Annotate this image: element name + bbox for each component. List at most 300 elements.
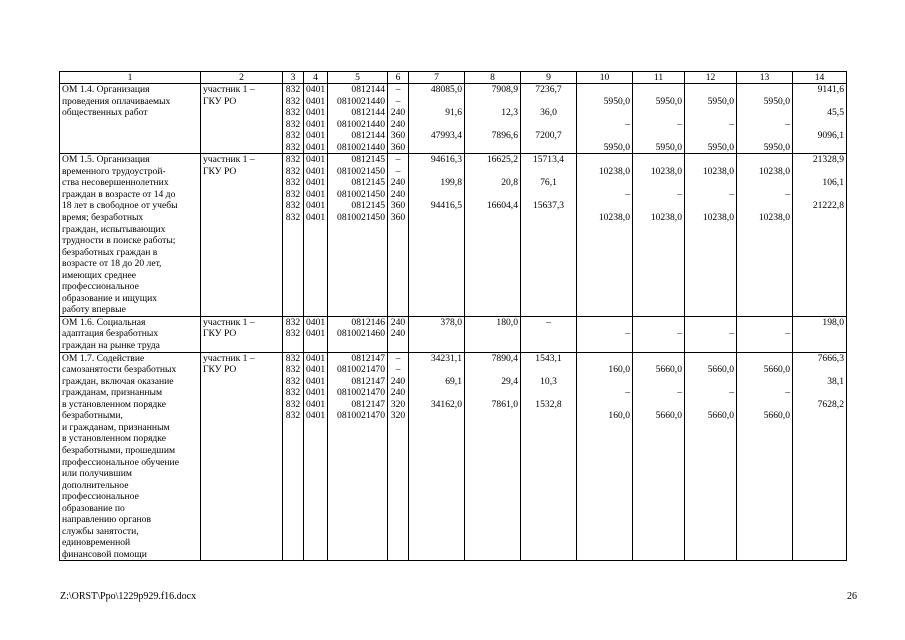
value: 832 (285, 387, 301, 399)
participant-line: участник 1 – (203, 84, 255, 95)
value: 240 (390, 188, 406, 200)
measure-name-line: ОМ 1.6. Социальная (62, 316, 146, 328)
value: – (729, 387, 734, 399)
value: 5950,0 (655, 95, 682, 107)
value: 832 (285, 375, 301, 387)
value: 832 (285, 398, 301, 410)
measure-name-line: временного трудоустрой- (62, 165, 166, 177)
value: 7236,7 (535, 84, 562, 95)
participant (201, 352, 283, 561)
value (687, 154, 734, 166)
value: 38,1 (827, 375, 844, 387)
value (795, 96, 844, 108)
value: 5950,0 (763, 95, 790, 107)
value: – (625, 118, 630, 130)
value: 0401 (306, 328, 326, 340)
value (687, 399, 734, 411)
value (635, 130, 682, 142)
measure-name-line: профессиональное (62, 281, 139, 293)
value: 0810021440 (337, 95, 385, 107)
value (411, 96, 462, 108)
value (739, 154, 790, 166)
measure-name-line: граждан, испытывающих (62, 223, 166, 235)
value (411, 410, 462, 422)
value: 240 (390, 177, 406, 189)
value: 198,0 (822, 316, 844, 328)
value (795, 328, 844, 340)
measure-name-line: самозанятости безработных (62, 364, 177, 376)
cell-c9 (521, 84, 577, 154)
value: 48085,0 (430, 84, 462, 95)
cell-c5 (328, 316, 388, 352)
value: – (625, 387, 630, 399)
value (795, 119, 844, 131)
cell-c12 (685, 352, 737, 561)
value: 21328,9 (812, 154, 844, 166)
column-number-2: 2 (201, 72, 283, 84)
value (687, 376, 734, 388)
value (467, 96, 518, 108)
value (467, 364, 518, 376)
value: 0812145 (351, 154, 385, 166)
value: 0401 (306, 107, 326, 119)
value: 0812147 (351, 375, 385, 387)
value (579, 376, 630, 388)
value (467, 142, 518, 154)
measure-name-line: и гражданам, признанным (62, 421, 170, 433)
column-number-7: 7 (409, 72, 465, 84)
column-number-3: 3 (283, 72, 304, 84)
value: 0401 (306, 387, 326, 399)
value: 0401 (306, 316, 326, 328)
cell-c6 (388, 154, 409, 317)
cell-c3 (283, 352, 304, 561)
measure-name-line: профессиональное (62, 491, 139, 503)
measure-name-line: безработными, (62, 410, 123, 422)
measure-name (60, 352, 201, 561)
cell-c4 (304, 352, 328, 561)
cell-c8 (465, 84, 521, 154)
measure-name-line: направлению органов (62, 514, 151, 526)
value: 0401 (306, 84, 326, 95)
value (687, 84, 734, 96)
value (579, 353, 630, 365)
cell-c14 (793, 84, 847, 154)
value: 160,0 (608, 410, 630, 422)
value: 0401 (306, 95, 326, 107)
cell-c11 (633, 84, 685, 154)
measure-name-line: 18 лет в свободное от учебы (62, 200, 178, 212)
cell-c4 (304, 316, 328, 352)
measure-name (60, 84, 201, 154)
value (795, 166, 844, 178)
cell-c5 (328, 154, 388, 317)
cell-c11 (633, 352, 685, 561)
measure-name-line: безработных граждан в (62, 246, 158, 258)
value: 10238,0 (702, 165, 734, 177)
value: 0812147 (351, 398, 385, 410)
cell-c3 (283, 316, 304, 352)
value (635, 317, 682, 329)
value: 0401 (306, 212, 326, 224)
value: 10238,0 (702, 212, 734, 224)
measure-name-line: трудности в поиске работы; (62, 235, 176, 247)
value (411, 166, 462, 178)
cell-c9 (521, 316, 577, 352)
cell-c7 (409, 154, 465, 317)
value: 7200,7 (535, 130, 562, 142)
measure-name-line: ОМ 1.7. Содействие (62, 352, 145, 364)
value: 378,0 (440, 316, 462, 328)
value: 832 (285, 84, 301, 95)
measure-name-line: дополнительное (62, 479, 129, 491)
value: 0401 (306, 188, 326, 200)
value (467, 212, 518, 224)
value: 0401 (306, 130, 326, 142)
value (467, 166, 518, 178)
value: 240 (390, 387, 406, 399)
table-row (60, 84, 847, 154)
measure-name-line: ОМ 1.5. Организация (62, 154, 150, 166)
value: 5950,0 (603, 141, 630, 153)
value: 360 (390, 200, 406, 212)
value: 0812147 (351, 352, 385, 364)
cell-c8 (465, 154, 521, 317)
value (523, 387, 574, 399)
value (635, 154, 682, 166)
value: 832 (285, 95, 301, 107)
value (795, 387, 844, 399)
value: 832 (285, 200, 301, 212)
value: 5660,0 (655, 410, 682, 422)
value: 5660,0 (763, 410, 790, 422)
value: – (785, 118, 790, 130)
measure-name-line: граждан на рынке труда (62, 340, 160, 352)
value: 91,6 (445, 107, 462, 119)
table-row (60, 316, 847, 352)
value (523, 96, 574, 108)
value (579, 200, 630, 212)
value: 320 (390, 398, 406, 410)
participant (201, 154, 283, 317)
value: – (785, 188, 790, 200)
value: 240 (390, 118, 406, 130)
value (467, 410, 518, 422)
measure-name-line: финансовой помощи (62, 548, 147, 560)
value (635, 399, 682, 411)
measure-name-line: ства несовершеннолетних (62, 177, 169, 189)
page-number: 26 (847, 591, 857, 602)
value (579, 154, 630, 166)
column-number-14: 14 (793, 72, 847, 84)
value (467, 387, 518, 399)
value (795, 189, 844, 201)
value (411, 328, 462, 340)
cell-c13 (737, 316, 793, 352)
value: 10238,0 (598, 165, 630, 177)
value (795, 142, 844, 154)
value (739, 130, 790, 142)
value: 320 (390, 410, 406, 422)
value: 7666,3 (817, 352, 844, 364)
cell-c5 (328, 352, 388, 561)
value: 5950,0 (603, 95, 630, 107)
column-number-6: 6 (388, 72, 409, 84)
value: 94616,3 (430, 154, 462, 166)
value (635, 200, 682, 212)
value: 0812145 (351, 177, 385, 189)
value: 832 (285, 188, 301, 200)
value (411, 212, 462, 224)
file-path: Z:\ORST\Ppo\1229p929.f16.docx (60, 591, 197, 602)
value: 5660,0 (655, 364, 682, 376)
value: 832 (285, 410, 301, 422)
measure-name-line: гражданам, признанным (62, 387, 163, 399)
value (523, 189, 574, 201)
cell-c13 (737, 352, 793, 561)
value (687, 177, 734, 189)
column-number-13: 13 (737, 72, 793, 84)
cell-c9 (521, 154, 577, 317)
measure-name (60, 154, 201, 317)
participant (201, 84, 283, 154)
value (523, 119, 574, 131)
value: 94416,5 (430, 200, 462, 212)
value: – (677, 188, 682, 200)
cell-c12 (685, 84, 737, 154)
value: 832 (285, 107, 301, 119)
value: 76,1 (540, 177, 557, 189)
value: – (785, 387, 790, 399)
cell-c7 (409, 316, 465, 352)
value (739, 353, 790, 365)
participant (201, 316, 283, 352)
value: 360 (390, 212, 406, 224)
value: 0812146 (351, 316, 385, 328)
value: 0810021440 (337, 118, 385, 130)
value (579, 399, 630, 411)
value (795, 410, 844, 422)
measure-name-line: время; безработных (62, 212, 144, 224)
table-row (60, 352, 847, 561)
value: – (395, 84, 401, 95)
value: 0401 (306, 200, 326, 212)
value: 10238,0 (758, 212, 790, 224)
participant-line: ГКУ РО (203, 364, 237, 376)
value (411, 189, 462, 201)
value: 0810021440 (337, 141, 385, 153)
participant-line: участник 1 – (203, 154, 255, 166)
value: 0401 (306, 364, 326, 376)
value: 240 (390, 107, 406, 119)
value: 0401 (306, 165, 326, 177)
measure-name-line: безработными, прошедшим (62, 444, 176, 456)
cell-c10 (577, 316, 633, 352)
table-row (60, 154, 847, 317)
value (579, 317, 630, 329)
value: 0812144 (351, 84, 385, 95)
cell-c8 (465, 316, 521, 352)
value (739, 200, 790, 212)
column-number-10: 10 (577, 72, 633, 84)
value: 5660,0 (707, 410, 734, 422)
participant-line: ГКУ РО (203, 165, 237, 177)
value (687, 130, 734, 142)
column-number-4: 4 (304, 72, 328, 84)
value (467, 328, 518, 340)
column-number-11: 11 (633, 72, 685, 84)
value: 7908,9 (491, 84, 518, 95)
value: 9096,1 (817, 130, 844, 142)
value: 45,5 (827, 107, 844, 119)
column-number-5: 5 (328, 72, 388, 84)
value (523, 410, 574, 422)
value: – (677, 328, 682, 340)
value: 360 (390, 141, 406, 153)
value (739, 317, 790, 329)
cell-c10 (577, 154, 633, 317)
value: 0812144 (351, 107, 385, 119)
value: – (395, 364, 401, 376)
cell-c8 (465, 352, 521, 561)
value (739, 107, 790, 119)
value (411, 387, 462, 399)
value: 0812144 (351, 130, 385, 142)
value (635, 177, 682, 189)
cell-c12 (685, 316, 737, 352)
cell-c11 (633, 316, 685, 352)
value (687, 317, 734, 329)
value: 0401 (306, 375, 326, 387)
value: 15637,3 (532, 200, 565, 212)
value: – (677, 118, 682, 130)
participant-line: участник 1 – (203, 352, 255, 364)
value: – (546, 316, 551, 328)
value: 180,0 (496, 316, 518, 328)
value (411, 119, 462, 131)
value: 0401 (306, 118, 326, 130)
value: 832 (285, 141, 301, 153)
measure-name-line: граждан в возрасте от 14 до (62, 188, 176, 200)
value: 0810021470 (337, 410, 385, 422)
cell-c14 (793, 154, 847, 317)
measure-name-line: единовременной (62, 537, 131, 549)
value (635, 353, 682, 365)
value: 5950,0 (763, 141, 790, 153)
value: 832 (285, 364, 301, 376)
value: 832 (285, 130, 301, 142)
value: 10238,0 (650, 212, 682, 224)
cell-c5 (328, 84, 388, 154)
cell-c12 (685, 154, 737, 317)
value: 10238,0 (598, 212, 630, 224)
cell-c4 (304, 154, 328, 317)
value: 0810021470 (337, 364, 385, 376)
measure-name-line: работу впервые (62, 304, 126, 316)
value: 5660,0 (707, 364, 734, 376)
value: 0401 (306, 141, 326, 153)
cell-c6 (388, 84, 409, 154)
measure-name-line: или получившим (62, 468, 132, 480)
value: 0401 (306, 177, 326, 189)
value: 15713,4 (532, 154, 565, 166)
cell-c6 (388, 352, 409, 561)
value: 832 (285, 165, 301, 177)
measure-name-line: имеющих среднее (62, 269, 137, 281)
value: – (785, 328, 790, 340)
value (739, 399, 790, 411)
value (795, 364, 844, 376)
value (467, 119, 518, 131)
cell-c7 (409, 84, 465, 154)
cell-c7 (409, 352, 465, 561)
value: 0810021450 (337, 188, 385, 200)
cell-c6 (388, 316, 409, 352)
value: 0401 (306, 352, 326, 364)
cell-c13 (737, 154, 793, 317)
table-body (60, 72, 847, 561)
value (687, 107, 734, 119)
value: – (395, 154, 401, 166)
column-number-8: 8 (465, 72, 521, 84)
value: 5660,0 (763, 364, 790, 376)
value: 7628,2 (817, 398, 844, 410)
value: 1543,1 (535, 352, 562, 364)
value (579, 107, 630, 119)
value: 69,1 (445, 375, 462, 387)
value: 240 (390, 316, 406, 328)
value: 10,3 (540, 375, 557, 387)
measure-name-line: образование и ищущих (62, 292, 158, 304)
value: 0812145 (351, 200, 385, 212)
measure-name-line: в установленном порядке (62, 433, 166, 445)
column-number-1: 1 (60, 72, 201, 84)
value (523, 328, 574, 340)
value (523, 212, 574, 224)
value: 5950,0 (707, 141, 734, 153)
measure-name-line: ОМ 1.4. Организация (62, 84, 150, 95)
cell-c14 (793, 316, 847, 352)
value: 106,1 (822, 177, 844, 189)
value: 199,8 (440, 177, 462, 189)
value: 0810021460 (337, 328, 385, 340)
value (739, 84, 790, 96)
value: 0810021470 (337, 387, 385, 399)
value: – (625, 328, 630, 340)
value: 16604,4 (486, 200, 518, 212)
value: 5950,0 (655, 141, 682, 153)
value: 7861,0 (491, 398, 518, 410)
value: 21222,8 (812, 200, 844, 212)
value: 12,3 (501, 107, 518, 119)
value (579, 177, 630, 189)
value: 10238,0 (758, 165, 790, 177)
cell-c10 (577, 84, 633, 154)
value (739, 177, 790, 189)
cell-c3 (283, 154, 304, 317)
value: 47993,4 (430, 130, 462, 142)
measure-name-line: в установленном порядке (62, 398, 166, 410)
value (411, 364, 462, 376)
value: 16625,2 (486, 154, 518, 166)
value (687, 200, 734, 212)
value: 0401 (306, 154, 326, 166)
value: 0810021450 (337, 212, 385, 224)
value: – (729, 118, 734, 130)
value (523, 364, 574, 376)
measure-name-line: профессиональное обучение (62, 456, 179, 468)
cell-c9 (521, 352, 577, 561)
